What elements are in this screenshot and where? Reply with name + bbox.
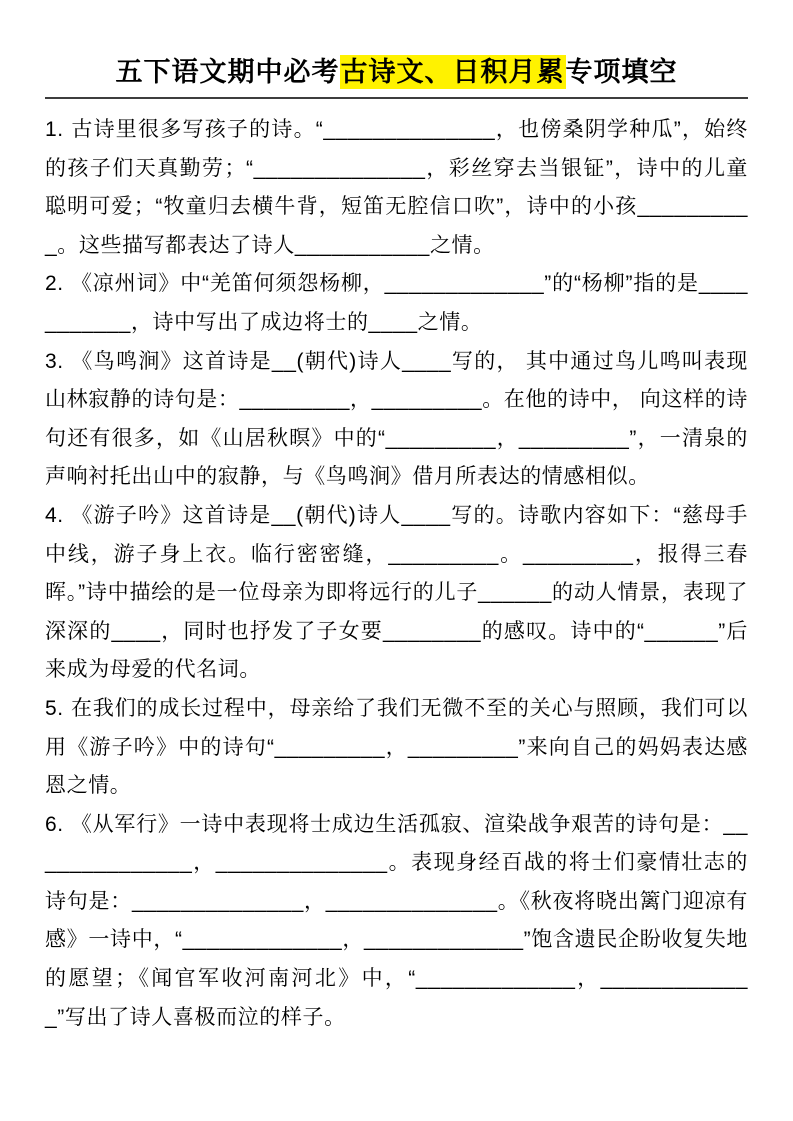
question-item-1: [45, 111, 748, 265]
question-number: 6.: [45, 812, 64, 836]
title-text-post: 专项填空: [565, 57, 678, 87]
question-item-5: [45, 690, 748, 806]
question-text: 《游子吟》这首诗是__(朝代)诗人____写的。诗歌内容如下：“慈母手中线，游子身上衣。临行密密缝，_________。_________，报得三春晖。”诗中描绘的是一位母亲为即将远行的儿子______的动人情景，表现了深深的____，同时也抒发了子女要________的感叹。诗中的“______”后来成为母爱的代名词。: [45, 503, 748, 682]
question-text: 古诗里很多写孩子的诗。“______________，也傍桑阴学种瓜”，始终的孩子们天真勤劳；“______________，彩丝穿去当银钲”，诗中的儿童聪明可爱；“牧童归去横牛背，短笛无腔信口吹”，诗中的小孩__________。这些描写都表达了诗人___________之情。: [45, 118, 748, 257]
question-number: 3.: [45, 349, 64, 373]
question-text: 在我们的成长过程中，母亲给了我们无微不至的关心与照顾，我们可以用《游子吟》中的诗句“_________，_________”来向自己的妈妈表达感恩之情。: [45, 696, 748, 798]
question-item-4: [45, 497, 748, 690]
question-number: 2.: [45, 272, 64, 296]
question-item-6: [45, 806, 748, 1038]
question-text: 《鸟鸣涧》这首诗是__(朝代)诗人____写的， 其中通过鸟儿鸣叫表现山林寂静的诗句是：_________，_________。在他的诗中， 向这样的诗句还有很多，如《山居秋暝》中的“_________，_________”，一清泉的声响衬托出山中的寂静，与《鸟鸣涧》借月所表达的情感相似。: [45, 349, 748, 489]
questions-list: [45, 111, 748, 1037]
question-number: 5.: [45, 696, 64, 720]
title-divider: [45, 97, 748, 99]
question-item-3: [45, 343, 748, 497]
title-text-pre: 五下语文期中必考: [115, 57, 340, 87]
question-text: 《凉州词》中“羌笛何须怨杨柳，_____________”的“杨柳”指的是___________，诗中写出了成边将士的____之情。: [45, 272, 748, 334]
question-number: 1.: [45, 118, 64, 141]
title-text-highlighted: 古诗文、日积月累: [340, 57, 565, 87]
page-title: [45, 54, 748, 90]
question-item-2: [45, 265, 748, 342]
question-text: 《从军行》一诗中表现将士成边生活孤寂、渲染战争艰苦的诗句是：______________，______________。表现身经百战的将士们豪情壮志的诗句是：______________，______________。《秋夜将晓出篱门迎凉有感》一诗中，“_____________，_____________”饱含遗民企盼收复失地的愿望；《闻官军收河南河北》中，“_____________，_____________”写出了诗人喜极而泣的样子。: [45, 812, 748, 1029]
question-number: 4.: [45, 503, 64, 527]
